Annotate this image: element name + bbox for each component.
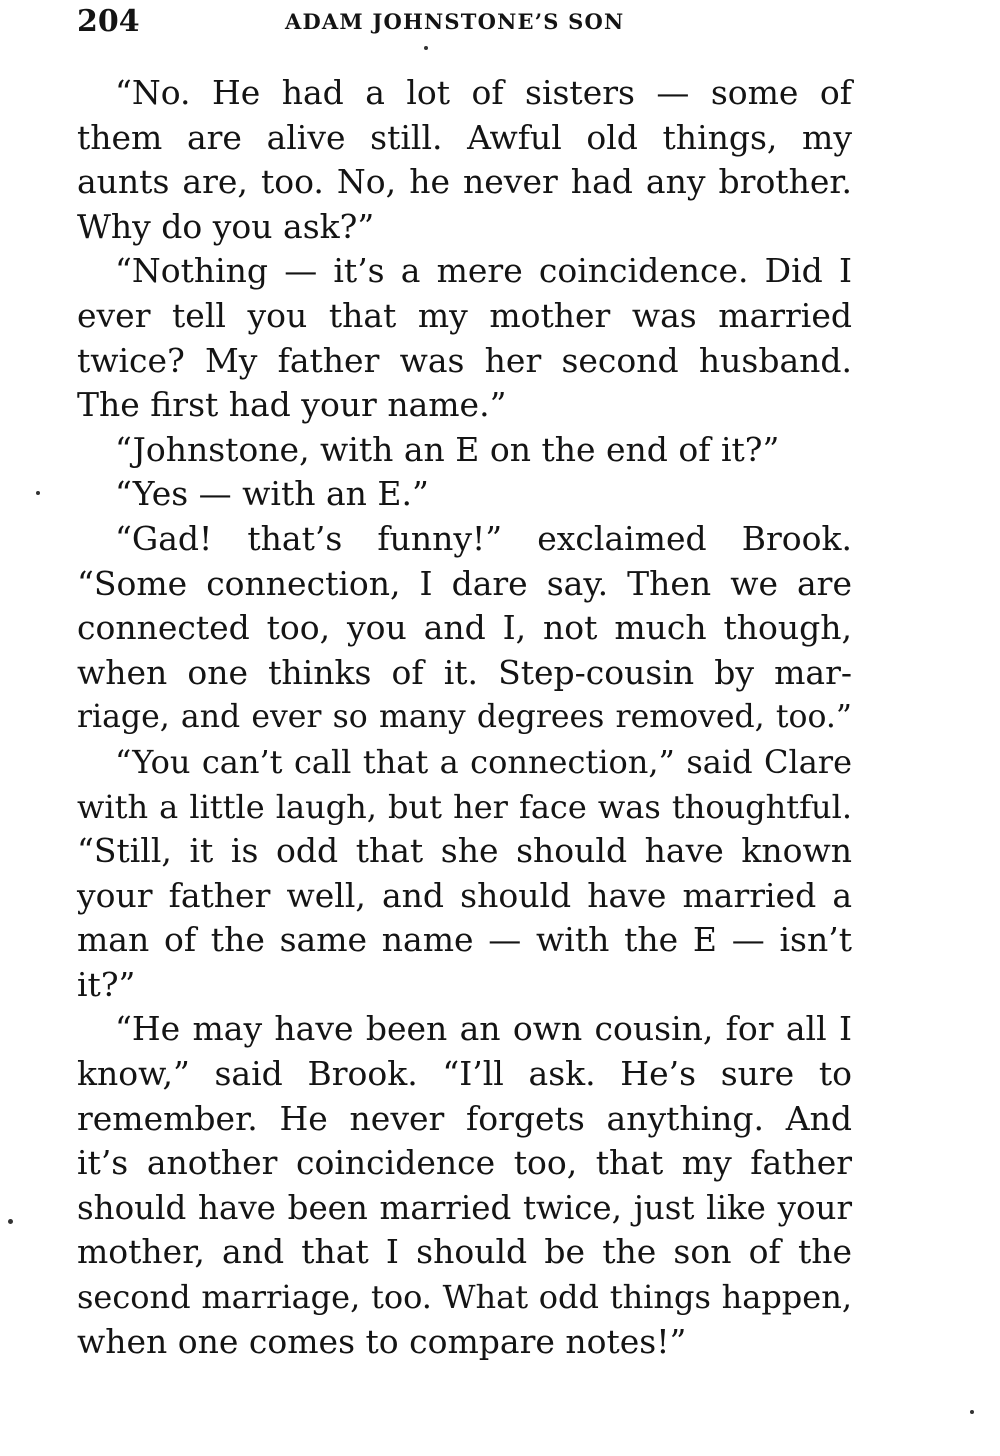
text-line: Why do you ask?” <box>77 206 375 246</box>
text-line: “No. He had a lot of sisters — some of <box>115 73 852 112</box>
scan-speck <box>970 1410 974 1414</box>
text-line: “Johnstone, with an E on the end of it?” <box>115 429 780 469</box>
scan-speck <box>8 1219 13 1224</box>
text-line: them are alive still. Awful old things, my <box>77 117 852 157</box>
text-line: man of the same name — with the E — isn’t <box>77 920 852 960</box>
text-line: twice? My father was her second husband. <box>77 340 852 380</box>
body-text <box>77 71 852 1364</box>
text-line: mother, and that I should be the son of the <box>77 1232 852 1272</box>
text-line: second marriage, too. What odd things happen, <box>77 1278 852 1317</box>
text-line: your father well, and should have married a <box>77 875 852 915</box>
text-line: “Some connection, I dare say. Then we are <box>77 563 852 603</box>
page-header <box>77 4 852 40</box>
text-line: connected too, you and I, not much though, <box>77 608 852 648</box>
text-line: it?” <box>77 964 136 1004</box>
running-head: ADAM JOHNSTONE’S SON <box>285 9 625 34</box>
text-line: aunts are, too. No, he never had any brother. <box>77 162 852 202</box>
scan-speck <box>424 46 428 50</box>
text-line: it’s another coincidence too, that my father <box>77 1143 852 1183</box>
text-line: when one comes to compare notes!” <box>77 1321 687 1361</box>
text-line: remember. He never forgets anything. And <box>77 1098 852 1138</box>
page-number: 204 <box>77 4 140 39</box>
text-line: know,” said Brook. “I’ll ask. He’s sure to <box>77 1054 852 1094</box>
scan-speck <box>36 491 40 495</box>
text-line: “He may have been an own cousin, for all I <box>115 1009 852 1049</box>
text-line: “You can’t call that a connection,” said Clare <box>115 742 852 781</box>
text-line: The first had your name.” <box>77 385 507 425</box>
text-line: “Yes — with an E.” <box>115 474 429 514</box>
text-line: “Gad! that’s funny!” exclaimed Brook. <box>115 518 852 558</box>
text-line: “Nothing — it’s a mere coincidence. Did I <box>115 251 852 291</box>
text-line: ever tell you that my mother was married <box>77 295 852 335</box>
text-line: “Still, it is odd that she should have known <box>77 831 852 871</box>
text-line: should have been married twice, just like your <box>77 1188 852 1227</box>
text-line: with a little laugh, but her face was thoughtful. <box>77 787 852 826</box>
text-line: riage, and ever so many degrees removed, too.” <box>77 699 852 736</box>
text-line: when one thinks of it. Step-cousin by mar- <box>77 652 852 692</box>
